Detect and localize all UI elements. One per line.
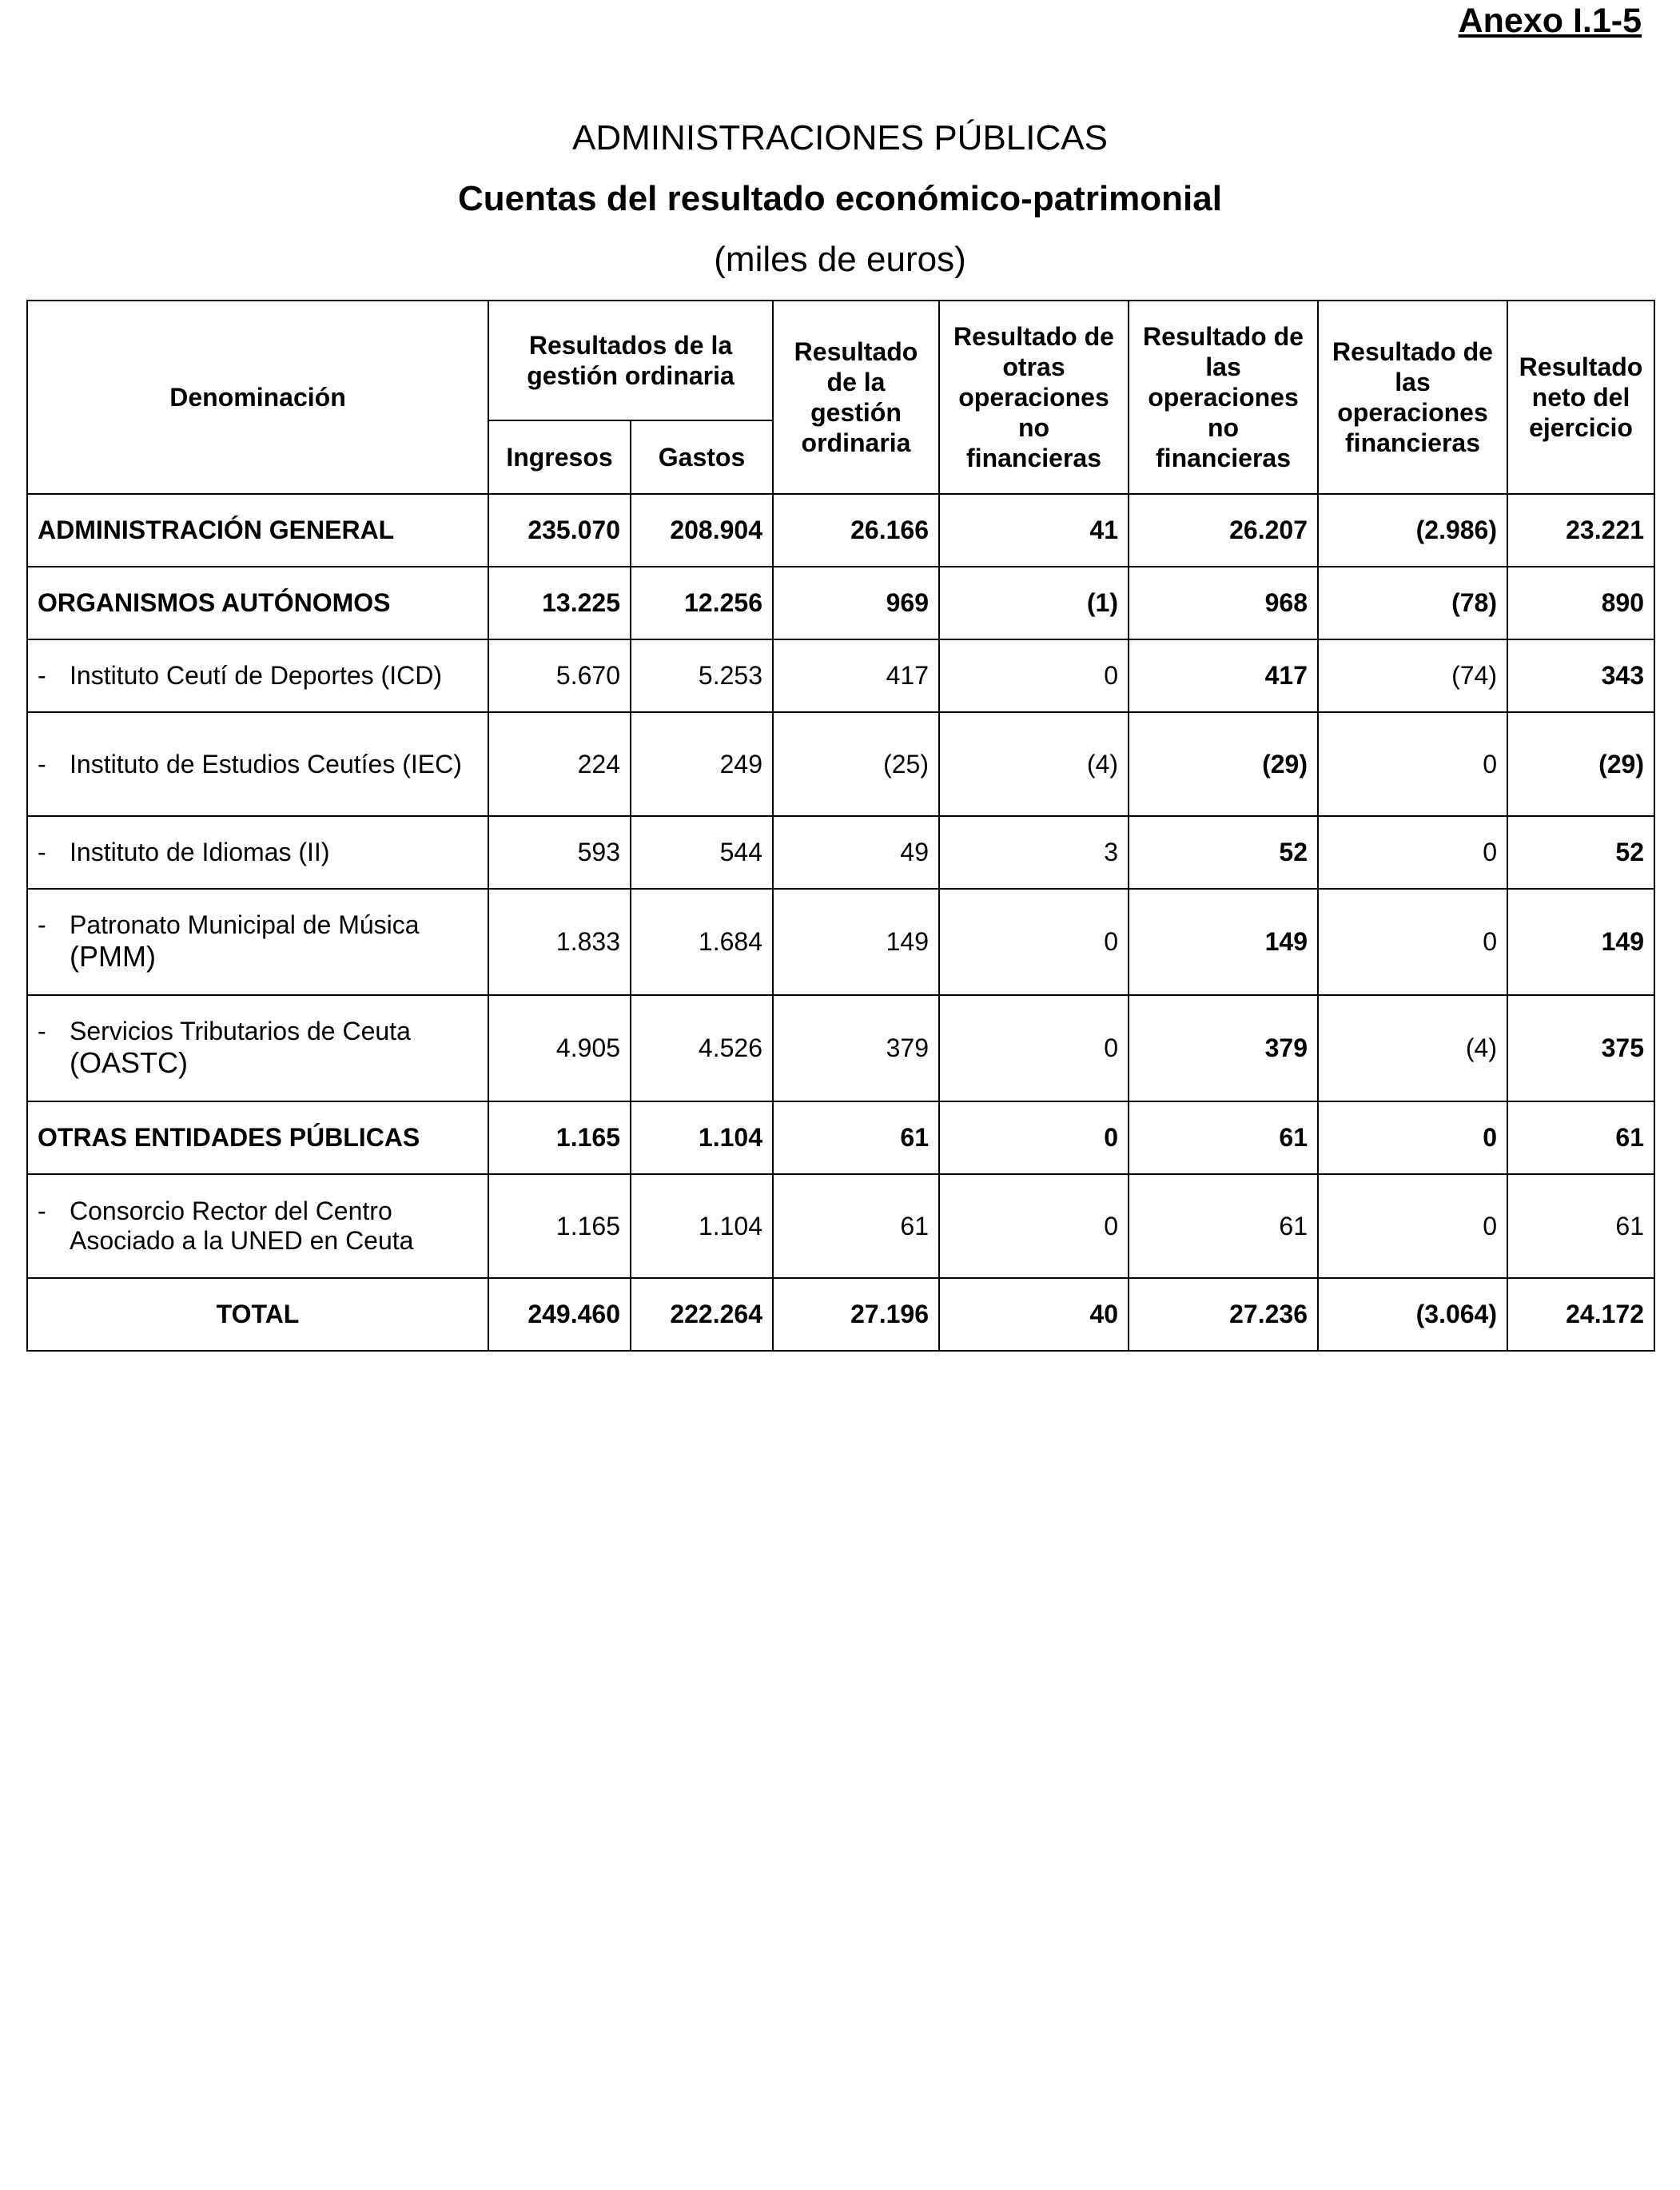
cell-gastos: 1.104 bbox=[631, 1101, 773, 1174]
table-row bbox=[27, 567, 1654, 639]
cell-ingresos: 5.670 bbox=[488, 639, 631, 712]
total-row bbox=[27, 1278, 1654, 1351]
row-name: TOTAL bbox=[27, 1278, 488, 1351]
cell-no-financieras: 61 bbox=[1129, 1101, 1318, 1174]
row-name bbox=[27, 1174, 488, 1278]
cell-ingresos: 235.070 bbox=[488, 494, 631, 567]
page-title: ADMINISTRACIONES PÚBLICAS bbox=[572, 118, 1108, 157]
cell-no-financieras: 52 bbox=[1129, 816, 1318, 889]
cell-otras: 40 bbox=[939, 1278, 1129, 1351]
row-name-text: Instituto de Idiomas (II) bbox=[70, 838, 330, 866]
cell-gastos: 1.684 bbox=[631, 889, 773, 995]
table-row bbox=[27, 889, 1654, 995]
table-row bbox=[27, 494, 1654, 567]
cell-neto: 61 bbox=[1507, 1174, 1654, 1278]
cell-gestion: 417 bbox=[773, 639, 939, 712]
cell-ingresos: 1.165 bbox=[488, 1101, 631, 1174]
table-row bbox=[27, 1174, 1654, 1278]
row-dash: - bbox=[38, 1197, 46, 1225]
cell-neto: 61 bbox=[1507, 1101, 1654, 1174]
cell-ingresos: 224 bbox=[488, 712, 631, 816]
row-dash: - bbox=[38, 910, 46, 939]
row-name-line1: Servicios Tributarios de Ceuta bbox=[70, 1017, 411, 1045]
cell-gastos: 1.104 bbox=[631, 1174, 773, 1278]
cell-gastos: 5.253 bbox=[631, 639, 773, 712]
cell-ingresos: 4.905 bbox=[488, 995, 631, 1101]
table-row bbox=[27, 995, 1654, 1101]
cell-gastos: 208.904 bbox=[631, 494, 773, 567]
cell-financieras: 0 bbox=[1318, 1101, 1507, 1174]
cell-gestion: 379 bbox=[773, 995, 939, 1101]
cell-neto: 375 bbox=[1507, 995, 1654, 1101]
cell-otras: 0 bbox=[939, 995, 1129, 1101]
row-name bbox=[27, 816, 488, 889]
row-name bbox=[27, 995, 488, 1101]
header-res-gestion: Resultado de la gestión ordinaria bbox=[773, 301, 939, 494]
row-name: ADMINISTRACIÓN GENERAL bbox=[27, 494, 488, 567]
cell-gastos: 249 bbox=[631, 712, 773, 816]
cell-gestion: 969 bbox=[773, 567, 939, 639]
cell-no-financieras: (29) bbox=[1129, 712, 1318, 816]
cell-neto: (29) bbox=[1507, 712, 1654, 816]
cell-neto: 23.221 bbox=[1507, 494, 1654, 567]
units-note: (miles de euros) bbox=[714, 240, 966, 279]
row-name bbox=[27, 639, 488, 712]
row-name-text: Instituto Ceutí de Deportes (ICD) bbox=[70, 661, 442, 690]
cell-financieras: (2.986) bbox=[1318, 494, 1507, 567]
header-denominacion: Denominación bbox=[27, 301, 488, 494]
cell-financieras: (74) bbox=[1318, 639, 1507, 712]
table-row bbox=[27, 1101, 1654, 1174]
cell-otras: 3 bbox=[939, 816, 1129, 889]
cell-neto: 149 bbox=[1507, 889, 1654, 995]
cell-gestion: 149 bbox=[773, 889, 939, 995]
row-name bbox=[27, 889, 488, 995]
cell-neto: 890 bbox=[1507, 567, 1654, 639]
cell-financieras: 0 bbox=[1318, 1174, 1507, 1278]
row-name: ORGANISMOS AUTÓNOMOS bbox=[27, 567, 488, 639]
cell-ingresos: 593 bbox=[488, 816, 631, 889]
cell-no-financieras: 26.207 bbox=[1129, 494, 1318, 567]
cell-no-financieras: 379 bbox=[1129, 995, 1318, 1101]
cell-financieras: (78) bbox=[1318, 567, 1507, 639]
cell-ingresos: 1.833 bbox=[488, 889, 631, 995]
cell-no-financieras: 27.236 bbox=[1129, 1278, 1318, 1351]
cell-ingresos: 249.460 bbox=[488, 1278, 631, 1351]
cell-otras: (1) bbox=[939, 567, 1129, 639]
cell-otras: 0 bbox=[939, 1174, 1129, 1278]
header-res-financieras: Resultado de las operaciones financieras bbox=[1318, 301, 1507, 494]
cell-gestion: 27.196 bbox=[773, 1278, 939, 1351]
cell-gestion: 61 bbox=[773, 1174, 939, 1278]
cell-gestion: (25) bbox=[773, 712, 939, 816]
cell-no-financieras: 149 bbox=[1129, 889, 1318, 995]
row-name bbox=[27, 712, 488, 816]
table-row bbox=[27, 816, 1654, 889]
header-gestion-group: Resultados de la gestión ordinaria bbox=[488, 301, 773, 420]
cell-gastos: 12.256 bbox=[631, 567, 773, 639]
row-name-line1: Patronato Municipal de Música bbox=[70, 910, 420, 939]
cell-otras: 0 bbox=[939, 1101, 1129, 1174]
row-dash: - bbox=[38, 661, 46, 690]
cell-gestion: 49 bbox=[773, 816, 939, 889]
cell-neto: 24.172 bbox=[1507, 1278, 1654, 1351]
annex-label: Anexo I.1-5 bbox=[1458, 2, 1642, 40]
row-dash: - bbox=[38, 838, 46, 866]
cell-gestion: 26.166 bbox=[773, 494, 939, 567]
cell-otras: (4) bbox=[939, 712, 1129, 816]
row-dash: - bbox=[38, 749, 46, 778]
header-res-otras: Resultado de otras operaciones no financieras bbox=[939, 301, 1129, 494]
header-res-no-financieras: Resultado de las operaciones no financieras bbox=[1129, 301, 1318, 494]
cell-gestion: 61 bbox=[773, 1101, 939, 1174]
header-res-neto: Resultado neto del ejercicio bbox=[1507, 301, 1654, 494]
cell-financieras: 0 bbox=[1318, 712, 1507, 816]
cell-ingresos: 13.225 bbox=[488, 567, 631, 639]
header-gastos: Gastos bbox=[631, 420, 773, 494]
cell-no-financieras: 417 bbox=[1129, 639, 1318, 712]
row-name-text: Consorcio Rector del Centro Asociado a la UNED en Ceuta bbox=[70, 1197, 414, 1255]
header-ingresos: Ingresos bbox=[488, 420, 631, 494]
row-name-line2: (PMM) bbox=[70, 940, 156, 973]
cell-otras: 0 bbox=[939, 889, 1129, 995]
row-name-text: Instituto de Estudios Ceutíes (IEC) bbox=[70, 749, 462, 778]
cell-financieras: 0 bbox=[1318, 816, 1507, 889]
cell-financieras: (3.064) bbox=[1318, 1278, 1507, 1351]
page-subtitle: Cuentas del resultado económico-patrimonial bbox=[458, 179, 1222, 218]
cell-ingresos: 1.165 bbox=[488, 1174, 631, 1278]
row-name-line2: (OASTC) bbox=[70, 1046, 188, 1079]
cell-otras: 0 bbox=[939, 639, 1129, 712]
cell-gastos: 222.264 bbox=[631, 1278, 773, 1351]
table-row bbox=[27, 712, 1654, 816]
cell-neto: 343 bbox=[1507, 639, 1654, 712]
cell-gastos: 4.526 bbox=[631, 995, 773, 1101]
cell-no-financieras: 61 bbox=[1129, 1174, 1318, 1278]
cell-financieras: (4) bbox=[1318, 995, 1507, 1101]
row-name: OTRAS ENTIDADES PÚBLICAS bbox=[27, 1101, 488, 1174]
results-table bbox=[26, 300, 1655, 1352]
table-row bbox=[27, 639, 1654, 712]
row-dash: - bbox=[38, 1017, 46, 1045]
cell-neto: 52 bbox=[1507, 816, 1654, 889]
cell-otras: 41 bbox=[939, 494, 1129, 567]
cell-no-financieras: 968 bbox=[1129, 567, 1318, 639]
cell-gastos: 544 bbox=[631, 816, 773, 889]
cell-financieras: 0 bbox=[1318, 889, 1507, 995]
